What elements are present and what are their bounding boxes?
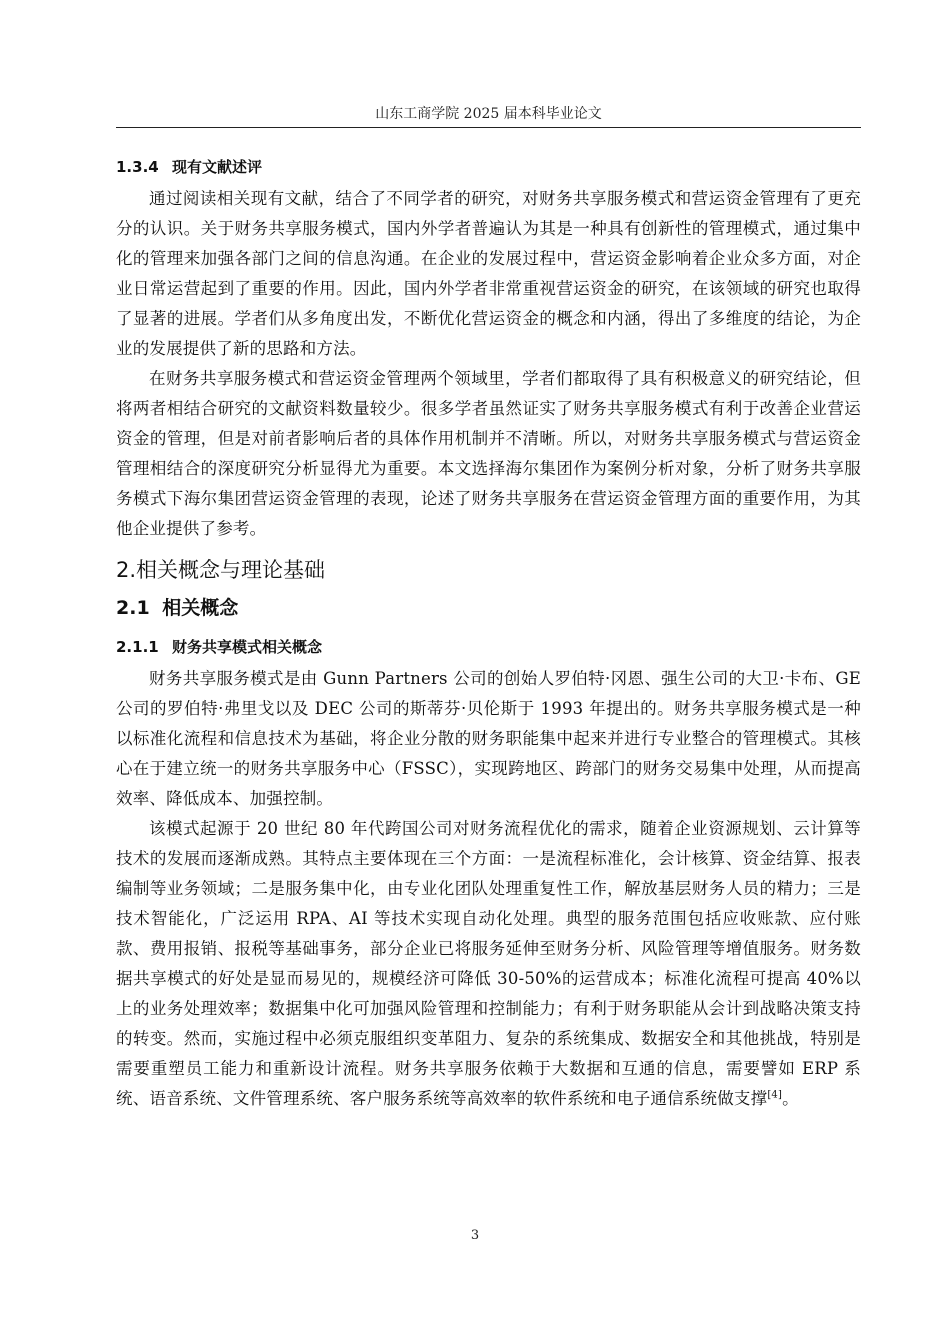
section-title: 相关概念 xyxy=(162,597,239,619)
section-number: 2.1.1 xyxy=(116,638,159,656)
running-header: 山东工商学院 2025 届本科毕业论文 xyxy=(375,106,602,122)
section-number: 2.1 xyxy=(116,597,150,619)
paragraph: 在财务共享服务模式和营运资金管理两个领域里，学者们都取得了具有积极意义的研究结论，但将两者相结合研究的文献资料数量较少。很多学者虽然证实了财务共享服务模式有利于改善企业营运资金的管理，但是对前者影响后者的具体作用机制并不清晰。所以，对财务共享服务模式与营运资金管理相结合的深度研究分析显得尤为重要。本文选择海尔集团作为案例分析对象，分析了财务共享服务模式下海尔集团营运资金管理的表现，论述了财务共享服务在营运资金管理方面的重要作用，为其他企业提供了参考。 xyxy=(116,369,861,538)
section-title: 现有文献述评 xyxy=(171,158,262,176)
section-heading-2-1-1 xyxy=(116,630,861,664)
section-title: 财务共享模式相关概念 xyxy=(171,638,322,656)
page-content xyxy=(116,150,861,1114)
section-number: 1.3.4 xyxy=(116,158,159,176)
paragraph-text: 该模式起源于 20 世纪 80 年代跨国公司对财务流程优化的需求，随着企业资源规划、云计算等技术的发展而逐渐成熟。其特点主要体现在三个方面：一是流程标准化，会计核算、资金结算、报表编制等业务领域；二是服务集中化，由专业化团队处理重复性工作，解放基层财务人员的精力；三是技术智能化，广泛运用 RPA、AI 等技术实现自动化处理。典型的服务范围包括应收账款、应付账款、费用报销、报税等基础事务，部分企业已将服务延伸至财务分析、风险管理等增值服务。财务数据共享模式的好处是显而易见的，规模经济可降低 30-50%的运营成本；标准化流程可提高 40%以上的业务处理效率；数据集中化可加强风险管理和控制能力；有利于财务职能从会计到战略决策支持的转变。然而，实施过程中必须克服组织变革阻力、复杂的系统集成、数据安全和其他挑战，特别是需要重塑员工能力和重新设计流程。财务共享服务依赖于大数据和互通的信息，需要譬如 ERP 系统、语音系统、文件管理系统、客户服务系统等高效率的软件系统和电子通信系统做支撑 xyxy=(116,819,861,1108)
paragraph: 通过阅读相关现有文献，结合了不同学者的研究，对财务共享服务模式和营运资金管理有了更充分的认识。关于财务共享服务模式，国内外学者普遍认为其是一种具有创新性的管理模式，通过集中化的管理来加强各部门之间的信息沟通。在企业的发展过程中，营运资金影响着企业众多方面，对企业日常运营起到了重要的作用。因此，国内外学者非常重视营运资金的研究，在该领域的研究也取得了显著的进展。学者们从多角度出发，不断优化营运资金的概念和内涵，得出了多维度的结论，为企业的发展提供了新的思路和方法。 xyxy=(116,189,861,358)
header-rule xyxy=(116,127,861,128)
paragraph: 财务共享服务模式是由 Gunn Partners 公司的创始人罗伯特·冈恩、强生公司的大卫·卡布、GE 公司的罗伯特·弗里戈以及 DEC 公司的斯蒂芬·贝伦斯于 1993 年提出的。财务共享服务模式是一种以标准化流程和信息技术为基础，将企业分散的财务职能集中起来并进行专业整合的管理模式。其核心在于建立统一的财务共享服务中心（FSSC），实现跨地区、跨部门的财务交易集中处理，从而提高效率、降低成本、加强控制。 xyxy=(116,669,861,808)
paragraph-end-punctuation: 。 xyxy=(782,1089,799,1108)
page-number: 3 xyxy=(470,1228,480,1243)
paragraph-with-citation xyxy=(116,814,861,1114)
citation-reference[interactable]: [4] xyxy=(767,1089,783,1101)
chapter-heading-2: 2.相关概念与理论基础 xyxy=(116,558,326,582)
section-heading-2-1 xyxy=(116,594,861,622)
section-heading-1-3-4 xyxy=(116,150,861,184)
